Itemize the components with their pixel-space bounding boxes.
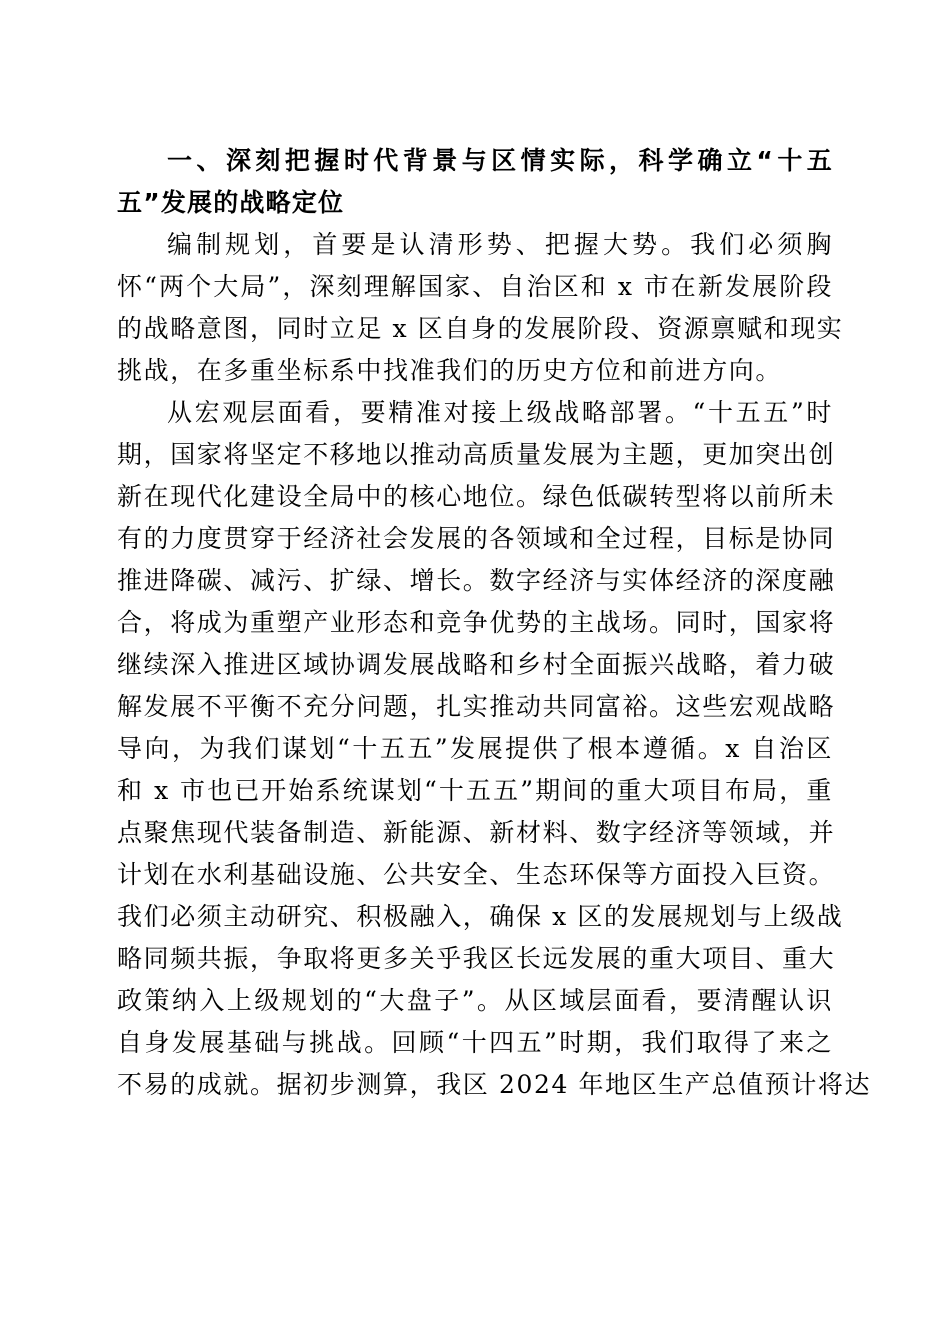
- paragraph-1-line: 的战略意图，同时立足 x 区自身的发展阶段、资源禀赋和现实: [117, 314, 844, 343]
- paragraph-2-line: 解发展不平衡不充分问题，扎实推动共同富裕。这些宏观战略: [117, 692, 836, 721]
- paragraph-2-line: 自身发展基础与挑战。回顾“十四五”时期，我们取得了来之: [117, 1028, 833, 1057]
- paragraph-2-line: 略同频共振，争取将更多关乎我区长远发展的重大项目、重大: [117, 944, 836, 973]
- paragraph-1-line: 编制规划，首要是认清形势、把握大势。我们必须胸: [167, 230, 833, 259]
- paragraph-2-line: 点聚焦现代装备制造、新能源、新材料、数字经济等领域，并: [117, 818, 836, 847]
- paragraph-1-line: 怀“两个大局”，深刻理解国家、自治区和 x 市在新发展阶段: [117, 272, 833, 301]
- paragraph-2-line: 有的力度贯穿于经济社会发展的各领域和全过程，目标是协同: [117, 524, 836, 553]
- paragraph-2-line: 政策纳入上级规划的“大盘子”。从区域层面看，要清醒认识: [117, 986, 833, 1015]
- paragraph-2-line: 推进降碳、减污、扩绿、增长。数字经济与实体经济的深度融: [117, 566, 836, 595]
- paragraph-2-line: 不易的成就。据初步测算，我区 2024 年地区生产总值预计将达: [117, 1070, 872, 1099]
- paragraph-2-line: 合，将成为重塑产业形态和竞争优势的主战场。同时，国家将: [117, 608, 836, 637]
- paragraph-2-line: 导向，为我们谋划“十五五”发展提供了根本遵循。x 自治区: [117, 734, 833, 763]
- paragraph-2-line: 我们必须主动研究、积极融入，确保 x 区的发展规划与上级战: [117, 902, 844, 931]
- paragraph-2-line: 继续深入推进区域协调发展战略和乡村全面振兴战略，着力破: [117, 650, 836, 679]
- paragraph-2-line: 新在现代化建设全局中的核心地位。绿色低碳转型将以前所未: [117, 482, 836, 511]
- document-page: [117, 140, 872, 1106]
- paragraph-2-line: 和 x 市也已开始系统谋划“十五五”期间的重大项目布局，重: [117, 776, 833, 805]
- paragraph-2-line: 从宏观层面看，要精准对接上级战略部署。“十五五”时: [167, 398, 833, 427]
- paragraph-1-line: 挑战，在多重坐标系中找准我们的历史方位和前进方向。: [117, 356, 783, 385]
- section-heading-line-1: 一、深刻把握时代背景与区情实际，科学确立“十五: [167, 146, 833, 175]
- paragraph-2-line: 期，国家将坚定不移地以推动高质量发展为主题，更加突出创: [117, 440, 836, 469]
- paragraph-2-line: 计划在水利基础设施、公共安全、生态环保等方面投入巨资。: [117, 860, 836, 889]
- section-heading-line-2: 五”发展的战略定位: [117, 188, 345, 217]
